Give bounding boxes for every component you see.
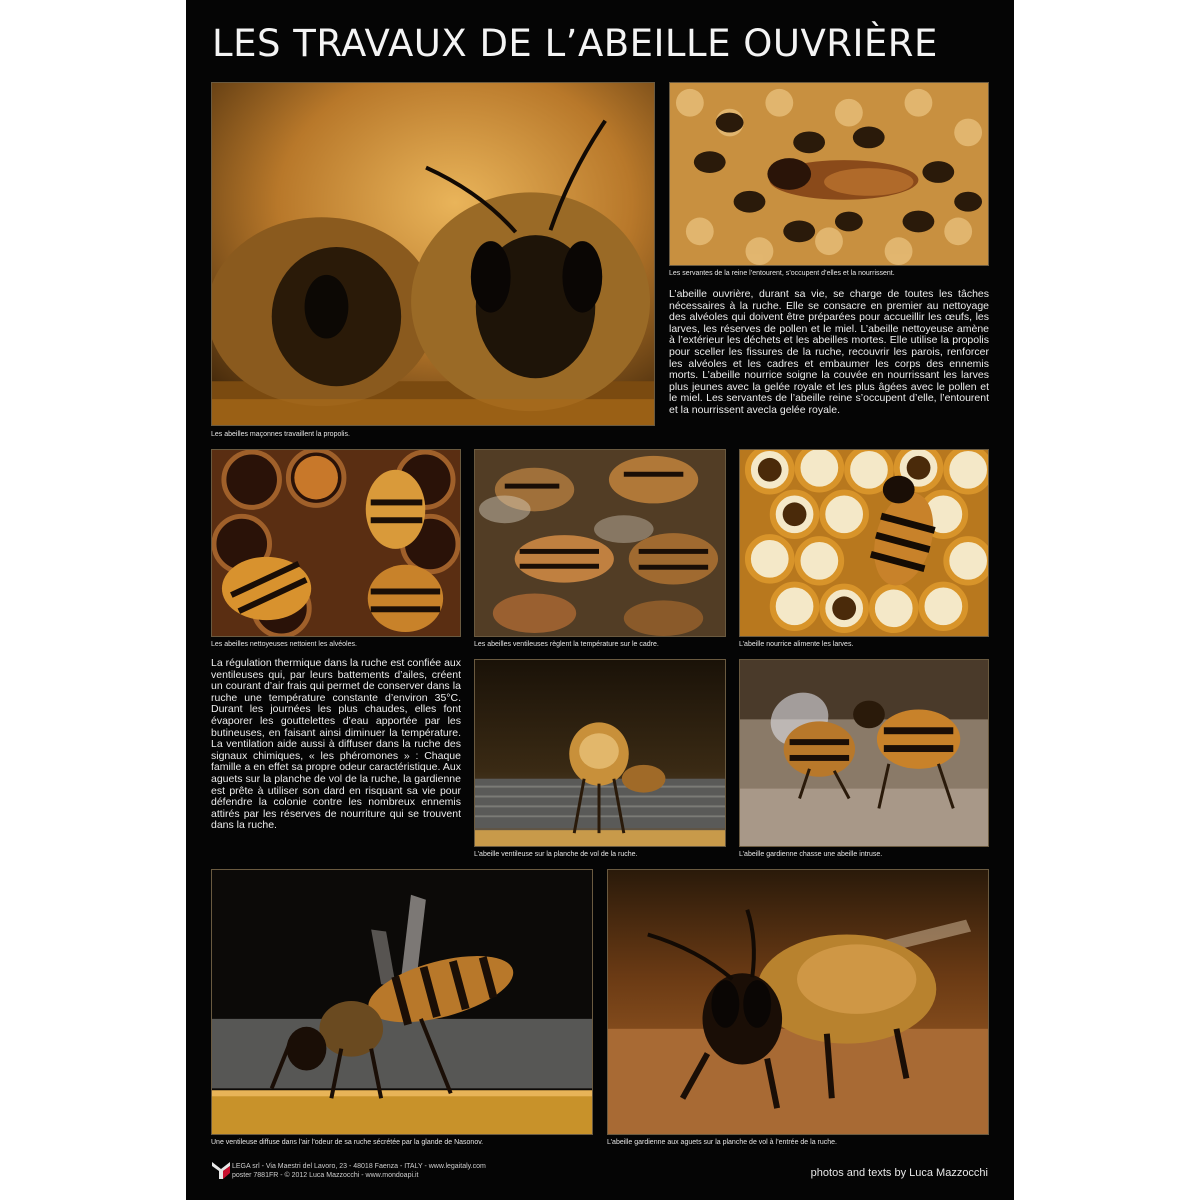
paragraph-intro: L’abeille ouvrière, durant sa vie, se charge de toutes les tâches nécessaires à la ruche. Elle se consacre en premier au nettoyage des alvéoles qui doivent être préparées pour accueillir les œufs, les larves, les réserves de pollen et le miel. L’abeille nettoyeuse amène à l’extérieur les déchets et les abeilles mortes. Elle utilise la propolis pour sceller les fissures de la ruche, recouvrir les parois, renforcer les alvéoles et les cadres et embaumer les corps des ennemis morts. L’abeille nourrice soigne la couvée en nourrissant les larves plus jeunes avec la gelée royale et les plus âgées avec le pollen et le miel. Les servantes de l’abeille reine s’occupent d’elle, l’entourent et la nourrissent avecla gelée royale.	[669, 288, 989, 416]
photo-guard-entrance	[607, 869, 989, 1135]
caption-guard-intruder: L’abeille gardienne chasse une abeille intruse.	[739, 851, 883, 858]
photo-propolis-bees	[211, 82, 655, 426]
paragraph-thermal: La régulation thermique dans la ruche est confiée aux ventileuses qui, par leurs battements d’ailes, créent un courant d’air frais qui permet de conserver dans la ruche une température constante d’environ 35°C. Durant les journées les plus chaudes, elles font évaporer les gouttelettes d’eau apportée par les butineuses, en faisant ainsi diminuer la température. La ventilation aide aussi à diffuser dans la ruche des signaux chimiques, « les phéromones » : Chaque famille a en effet sa propre odeur caractéristique. Aux aguets sur la planche de vol de la ruche, la gardienne est prête à utiliser son dard en risquant sa vie pour défendre la colonie contre les nombreux ennemis attirés par les réserves de nourriture qui se trouvent dans la ruche.	[211, 657, 461, 832]
caption-queen: Les servantes de la reine l’entourent, s’occupent d’elles et la nourrissent.	[669, 270, 895, 277]
photo-fanning-bee-entrance	[474, 659, 726, 847]
photo-nasonov-bee	[211, 869, 593, 1135]
publisher-info	[232, 1162, 486, 1180]
caption-cleaners: Les abeilles nettoyeuses nettoient les alvéoles.	[211, 641, 357, 648]
photo-guard-intruder	[739, 659, 989, 847]
photo-ventilator-bees-frame	[474, 449, 726, 637]
photo-nurse-bee	[739, 449, 989, 637]
photo-cleaner-bees	[211, 449, 461, 637]
poster-copyright: poster 7881FR - © 2012 Luca Mazzocchi - www.mondoapi.it	[232, 1172, 419, 1179]
caption-ventilators: Les abeilles ventileuses règlent la température sur le cadre.	[474, 641, 659, 648]
poster-title: LES TRAVAUX DE L’ABEILLE OUVRIÈRE	[212, 22, 938, 65]
caption-fan-board: L’abeille ventileuse sur la planche de vol de la ruche.	[474, 851, 638, 858]
lega-logo-icon	[211, 1160, 231, 1180]
publisher-address: LEGA srl - Via Maestri del Lavoro, 23 - 48018 Faenza - ITALY - www.legaitaly.com	[232, 1163, 486, 1170]
caption-propolis: Les abeilles maçonnes travaillent la propolis.	[211, 431, 350, 438]
caption-guard-entrance: L’abeille gardienne aux aguets sur la planche de vol à l’entrée de la ruche.	[607, 1139, 837, 1146]
photo-credit: photos and texts by Luca Mazzocchi	[810, 1167, 988, 1179]
photo-queen-bee	[669, 82, 989, 266]
poster	[186, 0, 1014, 1200]
caption-nurse: L’abeille nourrice alimente les larves.	[739, 641, 854, 648]
caption-nasonov: Une ventileuse diffuse dans l’air l’odeur de sa ruche sécrétée par la glande de Nasonov.	[211, 1139, 484, 1146]
